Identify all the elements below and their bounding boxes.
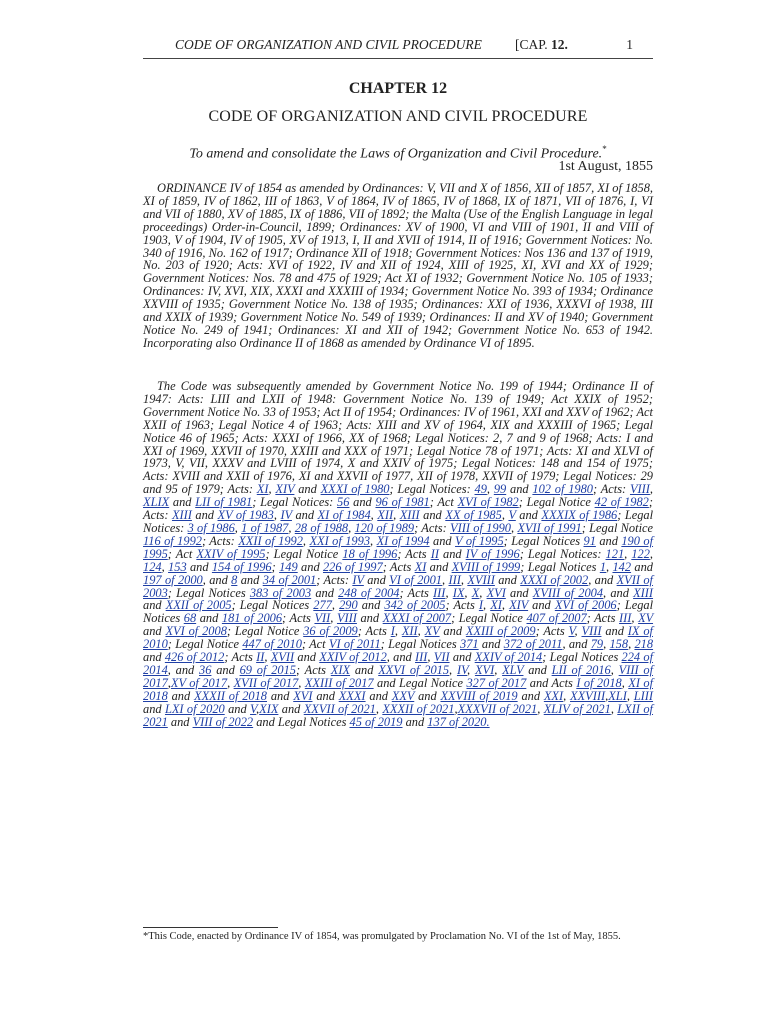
- amendment-reference-link[interactable]: 190 of 1995: [143, 533, 654, 561]
- amendment-reference-link[interactable]: 99: [493, 482, 507, 497]
- amendment-reference-link[interactable]: 327 of 2017: [466, 675, 527, 690]
- amendment-reference-link[interactable]: IV: [456, 662, 468, 677]
- amendment-reference-link[interactable]: XXXI of 2007: [382, 611, 452, 626]
- amendment-reference-link[interactable]: XXVII of 2021: [303, 701, 376, 716]
- amendment-reference-link[interactable]: XXVIII of 2019: [440, 688, 518, 703]
- footnote-divider: [143, 927, 278, 928]
- running-header-title: CODE OF ORGANIZATION AND CIVIL PROCEDURE: [175, 37, 482, 52]
- amendment-reference-link[interactable]: 447 of 2010: [242, 637, 302, 652]
- amendment-reference-link[interactable]: XXXII of 2021: [382, 701, 455, 716]
- page-number: 1: [626, 37, 633, 52]
- amendment-reference-link[interactable]: V: [568, 624, 575, 639]
- amendment-reference-link[interactable]: XI: [256, 482, 269, 497]
- amendment-reference-link[interactable]: XIV: [275, 482, 295, 497]
- amendment-reference-link[interactable]: V: [508, 508, 516, 523]
- amendment-reference-link[interactable]: 181 of 2006: [221, 611, 283, 626]
- amendment-reference-link[interactable]: 68: [183, 611, 197, 626]
- amendment-reference-link[interactable]: 407 of 2007: [526, 611, 587, 626]
- amendment-reference-link[interactable]: XVI of 2008: [165, 624, 227, 639]
- amendment-reference-link[interactable]: XVI: [474, 662, 495, 677]
- amendment-reference-link[interactable]: 8: [231, 572, 238, 587]
- amendment-reference-link[interactable]: XXIII of 2009: [465, 624, 536, 639]
- amendment-history-paragraph: ORDINANCE IV of 1854 as amended by Ordinances: V, VII and X of 1856, XII of 1857, XI of 1858, XI of 1859, IV of 1862, III of 1863, V of 1864, IV of 1865, IV of 1868, IX of 1871, VII of 1876, I, VI and VII of 1880, XV of 1885, IX of 1886, VII of 1892; the Malta (Use of the English Language in legal proceedings) Order-in-Council, 1899; Ordinances: XV of 1900, VI and VIII of 1901, II and VIII of 1903, V of 1904, IV of 1905, XV of 1913, I, II and XVII of 1914, II of 1916; Government Notices: No. 340 of 1916, No. 162 of 1917; Ordinance XII of 1918; Government Notices: Nos 136 and 137 of 1919, No. 203 of 1920; Acts: XVI of 1922, IV and XII of 1924, XIII of 1925, XI, XVI and XX of 1929; Government Notices: Nos. 78 and 475 of 1929; Act XI of 1932; Government Notice No. 105 of 1933; Ordinances: IV, XVI, XIX, XXXI and XXXIII of 1934; Government Notice No. 393 of 1934; Ordinance XXVIII of 1935; Government Notice No. 138 of 1935; Ordinances: XXI of 1936, XXXVI of 1938, III and XXIX of 1939; Government Notice No. 549 of 1939; Ordinances: II and XV of 1940; Government Notice No. 249 of 1941; Ordinances: XI and XII of 1942; Government Notice No. 653 of 1942. Incorporating also Ordinance II of 1868 as amended by Ordinance VI of 1895.: [143, 181, 653, 350]
- amendment-reference-link[interactable]: 69 of 2015: [239, 662, 296, 677]
- amendment-reference-link[interactable]: 28 of 1988: [294, 520, 349, 535]
- amendment-reference-link[interactable]: XXI: [543, 688, 564, 703]
- amendment-reference-link[interactable]: XXXI: [338, 688, 366, 703]
- running-header: [143, 36, 653, 59]
- amendment-reference-link[interactable]: 1: [599, 559, 607, 574]
- amendment-reference-link[interactable]: 290: [339, 598, 358, 613]
- amendment-reference-link[interactable]: XIV: [509, 598, 529, 613]
- amendment-reference-link[interactable]: XXXII of 2018: [194, 688, 268, 703]
- enactment-date: 1st August, 1855: [558, 159, 653, 174]
- amendment-reference-link[interactable]: V of 1995: [455, 533, 504, 548]
- amendment-reference-link[interactable]: 277: [313, 598, 332, 613]
- amendment-reference-link[interactable]: XVI of 1982: [457, 495, 519, 510]
- amendment-reference-link[interactable]: LXI of 2020: [164, 701, 225, 716]
- amendment-reference-link[interactable]: 96 of 1981: [375, 495, 430, 510]
- amendment-reference-link[interactable]: 383 of 2003: [249, 585, 312, 600]
- amendment-reference-link[interactable]: XIII: [399, 508, 420, 523]
- amendment-reference-link[interactable]: V: [250, 701, 257, 716]
- amendment-reference-link[interactable]: XX of 1985: [445, 508, 502, 523]
- amendment-reference-link[interactable]: XIX: [259, 701, 279, 716]
- amendment-reference-link[interactable]: XXII of 2005: [165, 598, 232, 613]
- amendment-reference-link[interactable]: 36 of 2009: [303, 624, 358, 639]
- amendment-reference-link[interactable]: XVI of 2006: [554, 598, 617, 613]
- amendment-reference-link[interactable]: 49: [474, 482, 487, 497]
- cap-reference: [515, 36, 568, 54]
- amendment-reference-link[interactable]: IV: [352, 572, 364, 587]
- footnote-marker[interactable]: *: [602, 144, 607, 154]
- amendment-reference-link[interactable]: XV: [424, 624, 440, 639]
- amendment-reference-link[interactable]: XI of 1994: [376, 533, 430, 548]
- amendment-reference-link[interactable]: 124: [143, 559, 162, 574]
- purpose-text: To amend and consolidate the Laws of Organization and Civil Procedure.: [189, 146, 603, 162]
- amendment-reference-link[interactable]: XVII of 2017: [233, 675, 299, 690]
- amendment-reference-link[interactable]: III: [415, 650, 428, 665]
- amendment-reference-link[interactable]: XLV: [502, 662, 524, 677]
- amendment-reference-link[interactable]: 34 of 2001: [262, 572, 317, 587]
- cap-prefix: [CAP.: [515, 37, 548, 52]
- amendment-reference-link[interactable]: XXXIX of 1986: [541, 508, 618, 523]
- amendment-reference-link[interactable]: I: [478, 598, 484, 613]
- amendment-reference-link[interactable]: 248 of 2004: [338, 585, 400, 600]
- amendment-reference-link[interactable]: XV of 2017: [170, 675, 228, 690]
- amendment-reference-link[interactable]: XVII: [270, 650, 295, 665]
- amendment-reference-link[interactable]: XVIII of 2004: [532, 585, 604, 600]
- amendment-reference-link[interactable]: VIII of 2022: [192, 714, 254, 729]
- amendment-reference-link[interactable]: 197 of 2000: [143, 572, 203, 587]
- amendment-reference-link[interactable]: XI of 1984: [317, 508, 371, 523]
- amendment-reference-link[interactable]: XXIV of 1995: [196, 546, 266, 561]
- amendment-reference-link[interactable]: XII: [377, 508, 394, 523]
- amendment-reference-link[interactable]: II: [430, 546, 439, 561]
- amendment-reference-link[interactable]: XV of 1983: [217, 508, 274, 523]
- amendment-reference-link[interactable]: XVI: [486, 585, 506, 600]
- amendment-reference-link[interactable]: VII: [433, 650, 450, 665]
- amendment-reference-link[interactable]: 371: [460, 637, 479, 652]
- amendment-reference-link[interactable]: LIII: [633, 688, 654, 703]
- amendment-reference-link[interactable]: I: [390, 624, 395, 639]
- amendment-reference-link[interactable]: 158: [609, 637, 629, 652]
- amendment-reference-link[interactable]: XVIII: [467, 572, 495, 587]
- amendment-reference-link[interactable]: III: [448, 572, 461, 587]
- amendment-reference-link[interactable]: 372 of 2011: [503, 637, 563, 652]
- amendment-reference-link[interactable]: VIII of 1990: [450, 520, 511, 535]
- amendment-reference-link[interactable]: XV: [638, 611, 654, 626]
- amendment-reference-link[interactable]: XVII of 1991: [517, 520, 582, 535]
- amendment-reference-link[interactable]: 18 of 1996: [342, 546, 398, 561]
- amendment-reference-link[interactable]: XLI: [608, 688, 627, 703]
- amendment-reference-link[interactable]: IX of 2010: [143, 624, 653, 652]
- amendment-reference-link[interactable]: 122: [631, 546, 650, 561]
- amendment-reference-link[interactable]: LII of 2016: [551, 662, 611, 677]
- amendment-reference-link[interactable]: XXXVII of 2021: [457, 701, 538, 716]
- amendment-reference-link[interactable]: XVIII of 1999: [451, 559, 521, 574]
- amendment-reference-link[interactable]: 226 of 1997: [322, 559, 383, 574]
- amendment-reference-link[interactable]: VIII: [581, 624, 602, 639]
- footnote: *This Code, enacted by Ordinance IV of 1854, was promulgated by Proclamation No. VI of the 1st of May, 1855.: [143, 931, 621, 942]
- amendment-reference-link[interactable]: XXII of 1992: [238, 533, 303, 548]
- amendment-reference-link[interactable]: IV: [280, 508, 292, 523]
- amendment-reference-link[interactable]: VIII of 2017: [143, 662, 654, 690]
- amendment-reference-link[interactable]: XIX: [330, 662, 351, 677]
- amendment-reference-link[interactable]: 121: [605, 546, 625, 561]
- subsequent-amendments-paragraph: The Code was subsequently amended by Government Notice No. 199 of 1944; Ordinance II of 1947: Acts: LIII and LXII of 1948: Government Notice No. 139 of 1949; Act XXIX of 1952; Government Notice No. 33 of 1953; Act II of 1954; Ordinances: IV of 1961, XXI and XXV of 1962; Act XXII of 1963; Legal Notice 4 of 1963; Acts: XIII and XV of 1964, XIX and XXXIII of 1965; Legal Notice 46 of 1965; Acts: XXXI of 1966, XX of 1968; Legal Notices: 2, 7 and 9 of 1968; Acts: I and XXI of 1969, XXVII of 1970, XXIII and XXX of 1971; Legal Notice 78 of 1971; Acts: XI and XLVI of 1973, V, VII, XXXV and LVIII of 1974, X and XXIV of 1975; Legal Notices: 148 and 154 of 1975; Acts: XVIII and XXII of 1976, XI and XXVII of 1977, XII of 1978, XXVII of 1979; Legal Notices: 29 and 95 of 1979; Acts: XI, XIV and XXXI of 1980; Legal Notices: 49, 99 and 102 of 1980; Acts: VIII, XLIX and LII of 1981; Legal Notices: 56 and 96 of 1981; Act XVI of 1982; Legal Notice 42 of 1982; Acts: XIII and XV of 1983, IV and XI of 1984, XII, XIII and XX of 1985, V and XXXIX of 1986; Legal Notices: 3 of 1986, 1 of 1987, 28 of 1988, 120 of 1989; Acts: VIII of 1990, XVII of 1991; Legal Notice 116 of 1992; Acts: XXII of 1992, XXI of 1993, XI of 1994 and V of 1995; Legal Notices 91 and 190 of 1995; Act XXIV of 1995; Legal Notice 18 of 1996; Acts II and IV of 1996; Legal Notices: 121, 122, 124, 153 and 154 of 1996; 149 and 226 of 1997; Acts XI and XVIII of 1999; Legal Notices 1, 142 and 197 of 2000, and 8 and 34 of 2001; Acts: IV and VI of 2001, III, XVIII and XXXI of 2002, and XVII of 2003; Legal Notices 383 of 2003 and 248 of 2004; Acts III, IX, X, XVI and XVIII of 2004, and XIII and XXII of 2005; Legal Notices 277, 290 and 342 of 2005; Acts I, XI, XIV and XVI of 2006; Legal Notices 68 and 181 of 2006; Acts VII, VIII and XXXI of 2007; Legal Notice 407 of 2007; Acts III, XV and XVI of 2008; Legal Notice 36 of 2009; Acts I, XII, XV and XXIII of 2009; Acts V, VIII and IX of 2010; Legal Notice 447 of 2010; Act VI of 2011; Legal Notices 371 and 372 of 2011, and 79, 158, 218 and 426 of 2012; Acts II, XVII and XXIV of 2012, and III, VII and XXIV of 2014; Legal Notices 224 of 2014, and 36 and 69 of 2015; Acts XIX and XXVI of 2015, IV, XVI, XLV and LII of 2016, VIII of 2017,XV of 2017, XVII of 2017, XXIII of 2017 and Legal Notice 327 of 2017 and Acts I of 2018, XI of 2018 and XXXII of 2018 and XVI and XXXI and XXV and XXVIII of 2019 and XXI, XXVIII,XLI, LIII and LXI of 2020 and V,XIX and XXVII of 2021, XXXII of 2021,XXXVII of 2021, XLIV of 2021, LXII of 2021 and VIII of 2022 and Legal Notices 45 of 2019 and 137 of 2020.: [143, 379, 654, 729]
- amendment-reference-link[interactable]: XXI of 1993: [309, 533, 371, 548]
- amendment-reference-link[interactable]: 102 of 1980: [532, 482, 593, 497]
- amendment-reference-link[interactable]: IX: [452, 585, 465, 600]
- chapter-title: CODE OF ORGANIZATION AND CIVIL PROCEDURE: [208, 108, 588, 125]
- amendment-reference-link[interactable]: XIII: [633, 585, 654, 600]
- amendment-reference-link[interactable]: XXVIII: [570, 688, 606, 703]
- amendment-reference-link[interactable]: XXVI of 2015: [378, 662, 450, 677]
- amendment-reference-link[interactable]: VIII: [629, 482, 650, 497]
- amendment-reference-link[interactable]: LXII of 2021: [143, 701, 654, 729]
- amendment-reference-link[interactable]: LII of 1981: [195, 495, 253, 510]
- amendment-reference-link[interactable]: VIII: [336, 611, 357, 626]
- chapter-number: CHAPTER 12: [348, 80, 448, 97]
- amendment-reference-link[interactable]: XXV: [391, 688, 415, 703]
- amendment-reference-link[interactable]: VII: [314, 611, 331, 626]
- amendment-reference-link[interactable]: 154 of 1996: [211, 559, 272, 574]
- amendment-reference-link[interactable]: IV of 1996: [465, 546, 520, 561]
- amendment-reference-link[interactable]: 1 of 1987: [241, 520, 289, 535]
- amendment-reference-link[interactable]: XXIV of 2014: [474, 650, 543, 665]
- amendment-reference-link[interactable]: XI of 2018: [143, 675, 654, 703]
- cap-number: 12.: [551, 37, 568, 52]
- amendment-reference-link[interactable]: X: [471, 585, 480, 600]
- amendment-reference-link[interactable]: XXIII of 2017: [304, 675, 374, 690]
- amendment-reference-link[interactable]: 116 of 1992: [143, 533, 202, 548]
- amendment-reference-link[interactable]: XVII of 2003: [143, 572, 654, 600]
- amendment-reference-link[interactable]: XI: [490, 598, 502, 613]
- amendment-reference-link[interactable]: 218: [634, 637, 654, 652]
- amendment-reference-link[interactable]: 45 of 2019: [349, 714, 403, 729]
- amendment-reference-link[interactable]: 42 of 1982: [594, 495, 649, 510]
- amendment-reference-link[interactable]: III: [619, 611, 632, 626]
- amendment-reference-link[interactable]: XI: [414, 559, 427, 574]
- amendment-reference-link[interactable]: 36: [199, 662, 212, 677]
- amendment-reference-link[interactable]: 3 of 1986: [187, 520, 235, 535]
- amendment-reference-link[interactable]: VI of 2011: [328, 637, 381, 652]
- amendment-reference-link[interactable]: I of 2018: [576, 675, 622, 690]
- amendment-reference-link[interactable]: 142: [612, 559, 632, 574]
- amendment-reference-link[interactable]: 342 of 2005: [384, 598, 446, 613]
- amendment-reference-link[interactable]: XLIX: [143, 495, 170, 510]
- amendment-reference-link[interactable]: XII: [401, 624, 418, 639]
- amendment-reference-link[interactable]: II: [256, 650, 265, 665]
- amendment-reference-link[interactable]: XXXI of 1980: [320, 482, 390, 497]
- amendment-reference-link[interactable]: XLIV of 2021: [543, 701, 611, 716]
- amendment-reference-link[interactable]: 153: [168, 559, 187, 574]
- amendment-reference-link[interactable]: XVI: [293, 688, 313, 703]
- amendment-reference-link[interactable]: 137 of 2020.: [427, 714, 490, 729]
- amendment-reference-link[interactable]: XXIV of 2012: [319, 650, 387, 665]
- amendment-reference-link[interactable]: 91: [583, 533, 596, 548]
- amendment-reference-link[interactable]: 56: [337, 495, 350, 510]
- amendment-reference-link[interactable]: XIII: [171, 508, 192, 523]
- amendment-reference-link[interactable]: 426 of 2012: [164, 650, 225, 665]
- amendment-reference-link[interactable]: 120 of 1989: [354, 520, 415, 535]
- amendment-reference-link[interactable]: 149: [279, 559, 298, 574]
- amendment-reference-link[interactable]: 224 of 2014: [143, 650, 654, 677]
- amendment-reference-link[interactable]: 79: [590, 637, 604, 652]
- amendment-reference-link[interactable]: III: [433, 585, 446, 600]
- amendment-reference-link[interactable]: VI of 2001: [389, 572, 443, 587]
- amendment-reference-link[interactable]: XXXI of 2002: [520, 572, 589, 587]
